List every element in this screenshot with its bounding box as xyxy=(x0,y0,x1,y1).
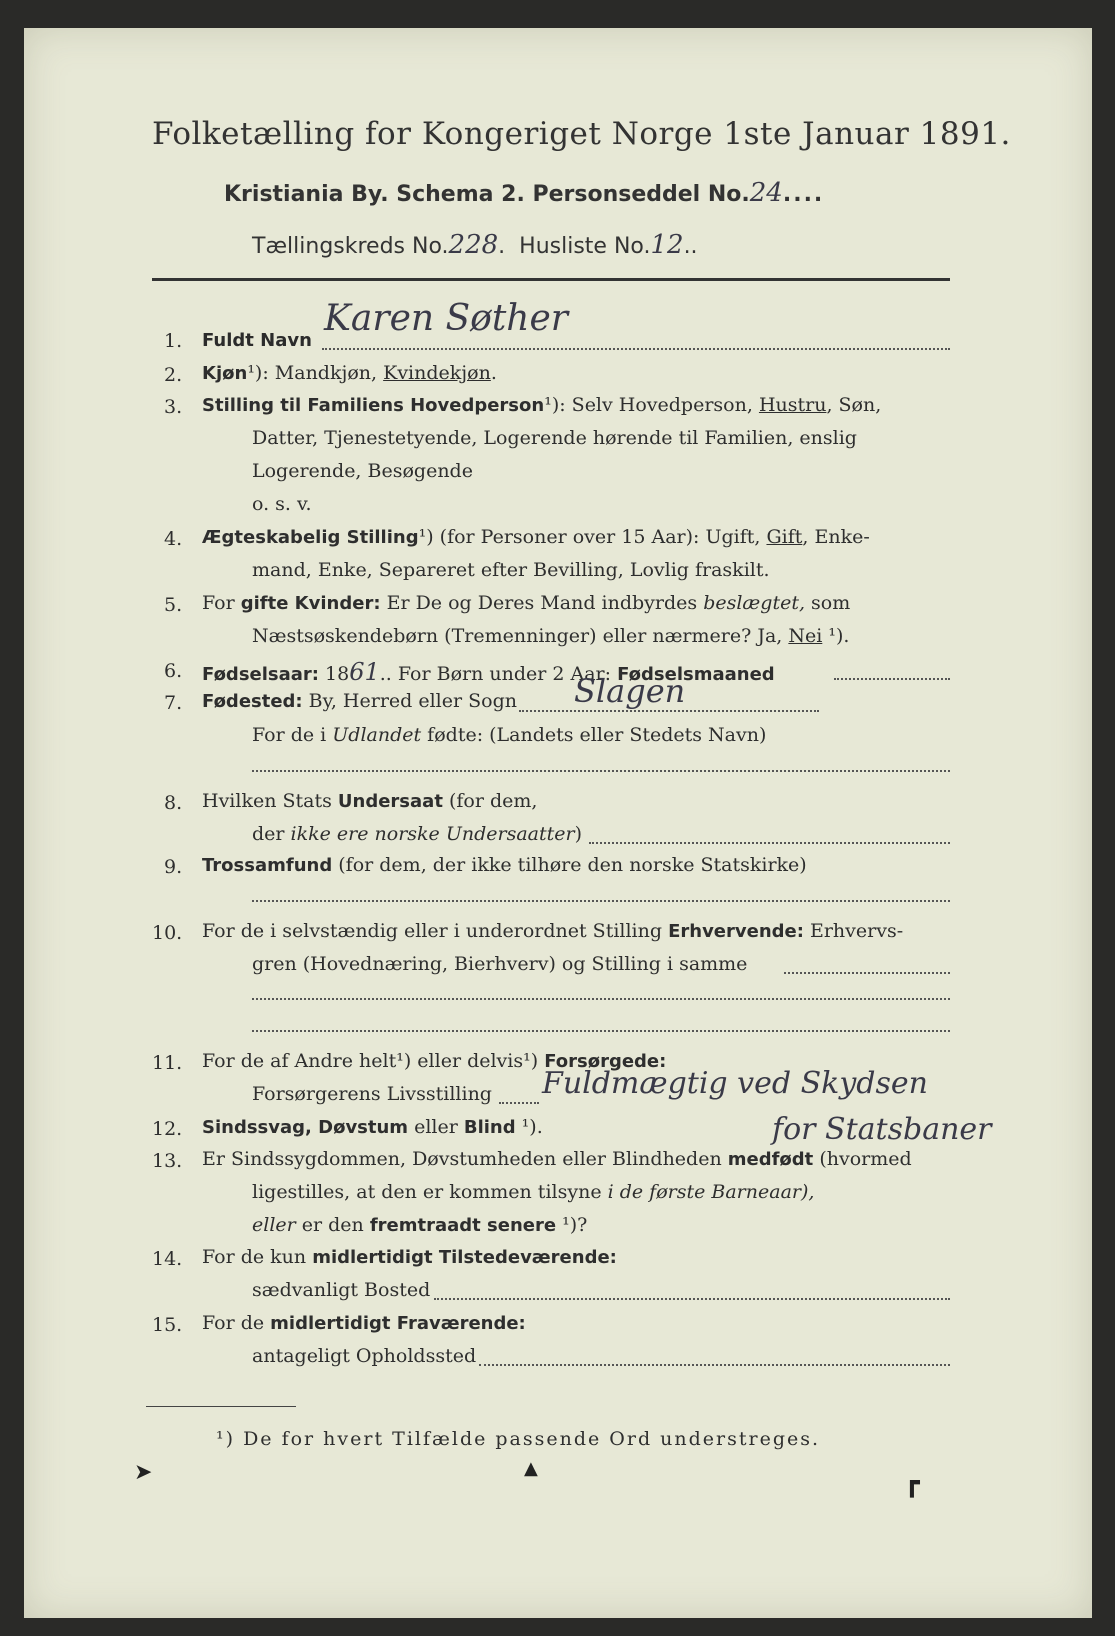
family-position-selected: Hustru xyxy=(758,394,827,416)
congenital-line-2: ligestilles, at den er kommen tilsyne i de første Barneaar), xyxy=(252,1181,815,1203)
religion-line: Trossamfund (for dem, der ikke tilhøre den norske Statskirke) xyxy=(202,854,807,876)
birth-year-value: 61 xyxy=(349,658,380,686)
dotted-line xyxy=(499,1102,539,1104)
krets-number: 228 xyxy=(448,230,499,260)
occupation-line-2: gren (Hovednæring, Bierhverv) og Stilling i samme xyxy=(252,953,748,975)
item-number: 1. xyxy=(164,330,183,352)
dotted-line xyxy=(834,678,950,680)
item-number: 2. xyxy=(164,364,183,386)
caret-mark-icon: ▲ xyxy=(524,1458,538,1479)
congenital-line-3: eller er den fremtraadt senere ¹)? xyxy=(252,1214,588,1236)
item-number: 12. xyxy=(152,1118,183,1140)
gender-selected: Kvindekjøn xyxy=(383,362,491,384)
arrow-mark-icon: ➤ xyxy=(134,1460,153,1485)
married-women-line-2: Næstsøskendebørn (Tremenninger) eller nærmere? Ja, Nei ¹). xyxy=(252,625,850,647)
schema-line: Kristiania By. Schema 2. Personseddel No.24.... xyxy=(224,178,825,208)
corner-mark-icon: ┏ xyxy=(904,1468,920,1498)
item-number: 3. xyxy=(164,396,183,418)
probable-residence-label: antageligt Opholdssted xyxy=(252,1345,477,1367)
husliste-number: 12 xyxy=(650,230,684,260)
dotted-line xyxy=(252,900,950,902)
congenital-line: Er Sindssygdommen, Døvstumheden eller Blindheden medfødt (hvormed xyxy=(202,1148,912,1170)
gender-line: Kjøn¹): Mandkjøn, Kvindekjøn. xyxy=(202,362,497,384)
family-position-line-4: o. s. v. xyxy=(252,493,312,515)
husliste-label: Husliste No. xyxy=(519,234,651,259)
item-number: 9. xyxy=(164,856,183,878)
married-women-line: For gifte Kvinder: Er De og Deres Mand indbyrdes beslægtet, som xyxy=(202,592,851,614)
dotted-line xyxy=(519,710,819,712)
dotted-line xyxy=(252,1030,950,1032)
marital-status-line: Ægteskabelig Stilling¹) (for Personer over 15 Aar): Ugift, Gift, Enke- xyxy=(202,526,870,548)
usual-residence-label: sædvanligt Bosted xyxy=(252,1279,431,1301)
item-number: 4. xyxy=(164,528,183,550)
full-name-value: Karen Søther xyxy=(324,298,569,339)
krets-label: Tællingskreds No. xyxy=(252,234,449,259)
dotted-line xyxy=(322,348,950,350)
header-rule xyxy=(152,278,950,281)
item-number: 13. xyxy=(152,1150,183,1172)
temporary-absent-line: For de midlertidigt Fraværende: xyxy=(202,1312,526,1334)
full-name-label: Fuldt Navn xyxy=(202,330,312,351)
supporter-occupation-value: Fuldmægtig ved Skydsen xyxy=(542,1066,928,1101)
schema-label: Kristiania By. Schema 2. Personseddel No. xyxy=(224,182,750,207)
temporary-present-line: For de kun midlertidigt Tilstedeværende: xyxy=(202,1246,617,1268)
dotted-line xyxy=(784,972,950,974)
supported-line: For de af Andre helt¹) eller delvis¹) Forsørgede: xyxy=(202,1050,667,1072)
personseddel-number: 24 xyxy=(749,178,783,208)
related-selected: Nei xyxy=(788,625,823,647)
family-position-line: Stilling til Familiens Hovedperson¹): Selv Hovedperson, Hustru, Søn, xyxy=(202,394,882,416)
item-number: 15. xyxy=(152,1314,183,1336)
dotted-line xyxy=(479,1364,950,1366)
item-number: 6. xyxy=(164,660,183,682)
family-position-line-3: Logerende, Besøgende xyxy=(252,460,473,482)
dotted-line xyxy=(252,770,950,772)
item-number: 8. xyxy=(164,792,183,814)
disability-line: Sindssvag, Døvstum eller Blind ¹). xyxy=(202,1116,543,1138)
family-position-line-2: Datter, Tjenestetyende, Logerende hørende til Familien, enslig xyxy=(252,427,857,449)
dotted-line xyxy=(434,1298,950,1300)
marital-status-selected: Gift xyxy=(766,526,803,548)
item-number: 11. xyxy=(152,1052,183,1074)
census-form-sheet xyxy=(24,28,1092,1618)
birthplace-line: Fødested: By, Herred eller Sogn xyxy=(202,690,517,712)
citizenship-line: Hvilken Stats Undersaat (for dem, xyxy=(202,790,538,812)
occupation-line: For de i selvstændig eller i underordnet Stilling Erhvervende: Erhvervs- xyxy=(202,920,904,942)
krets-line: Tællingskreds No.228. Husliste No.12.. xyxy=(252,230,698,260)
citizenship-line-2: der ikke ere norske Undersaatter) xyxy=(252,823,582,845)
item-number: 10. xyxy=(152,922,183,944)
birth-year-line: Fødselsaar: 1861.. For Børn under 2 Aar: Fødselsmaaned xyxy=(202,658,775,686)
dotted-line xyxy=(252,998,950,1000)
form-title: Folketælling for Kongeriget Norge 1ste Januar 1891. xyxy=(152,116,1011,152)
marital-status-line-2: mand, Enke, Separeret efter Bevilling, Lovlig fraskilt. xyxy=(252,559,770,581)
item-number: 5. xyxy=(164,594,183,616)
dotted-line xyxy=(589,842,950,844)
birthplace-value: Slagen xyxy=(574,672,686,710)
item-number: 7. xyxy=(164,692,183,714)
birthplace-line-2: For de i Udlandet fødte: (Landets eller Stedets Navn) xyxy=(252,724,767,746)
footnote-rule xyxy=(146,1406,296,1407)
supporter-occupation-label: Forsørgerens Livsstilling xyxy=(252,1083,492,1105)
supporter-occupation-value-2: for Statsbaner xyxy=(772,1112,992,1147)
item-number: 14. xyxy=(152,1248,183,1270)
footnote: ¹) De for hvert Tilfælde passende Ord understreges. xyxy=(216,1428,821,1450)
